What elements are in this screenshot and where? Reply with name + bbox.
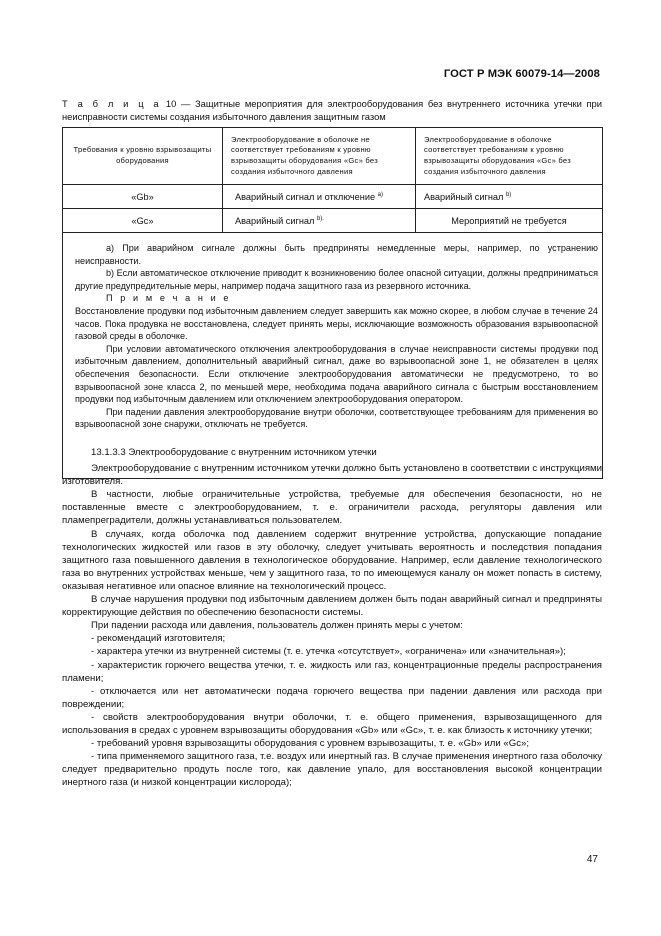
list-item: - рекомендаций изготовителя; (91, 633, 226, 645)
footnote-a: а) При аварийном сигнале должны быть предприняты немедленные меры, например, по устранению неисправности. (75, 243, 598, 266)
table-caption-text: 10 — Защитные мероприятия для электрооборудования без внутреннего источника утечки при неисправности системы создания избыточного давления защитным газом (62, 98, 603, 122)
table-header-row (63, 128, 603, 185)
list-item: - свойств электрооборудования внутри оболочки, т. е. общего применения, взрывозащищенного для использования в средах с уровнем взрывозащиты оборудования «Gb» или «Gc», т. е. как близость к источнику утечки; (62, 711, 602, 736)
note-label: П р и м е ч а н и е (106, 293, 232, 304)
footnote-ref: а) (377, 191, 384, 198)
table-header-cell: Электрооборудование в оболочке соответствует требованиям к уровню взрывозащиты оборудования «Gc» без создания избыточного давления (416, 128, 603, 185)
standard-header: ГОСТ Р МЭК 60079-14—2008 (443, 68, 600, 80)
paragraph: В частности, любые ограничительные устройства, требуемые для обеспечения безопасности, но не поставленные вместе с электрооборудованием, т. е. ограничители расхода, регуляторы давления или пламепреградители, должны устанавливаться пользователем. (62, 489, 602, 527)
table-row (63, 209, 603, 233)
page-number: 47 (586, 854, 598, 865)
cell-text: Аварийный сигнал (235, 215, 315, 226)
table-cell (416, 209, 603, 233)
table-cell (416, 185, 603, 209)
list-item: - характера утечки из внутренней системы (т. е. утечка «отсутствует», «ограничена» или «значительная»); (91, 646, 566, 658)
cell-text: Мероприятий не требуется (451, 215, 567, 226)
protection-measures-table (62, 127, 603, 479)
list-item: - требований уровня взрывозащиты оборудования с уровнем взрывозащиты, т. е. «Gb» или «Gc»; (91, 738, 529, 750)
note-paragraph: При условии автоматического отключения электрооборудования в случае неисправности системы продувки под избыточным давлением, дополнительный аварийный сигнал, даже во взрывоопасной зоне 1, не обязателен в целях обеспечения безопасности. Если отключение электрооборудования автоматически не предусмотрено, то во взрывоопасной зоне класса 2, по меньшей мере, необходима подача аварийного сигнала с быстрым восстановлением продувки под избыточным давлением или отключением электрооборудования оператором. (75, 343, 598, 405)
cell-text: Аварийный сигнал и отключение (235, 191, 376, 202)
cell-text: Аварийный сигнал (424, 191, 504, 202)
table-header-cell: Электрооборудование в оболочке не соответствует требованиям к уровню взрывозащиты оборудования «Gc» без создания избыточного давления (223, 128, 416, 185)
note-paragraph: При падении давления электрооборудование внутри оболочки, соответствующее требованиям для применения во взрывоопасной зоне снаружи, отключать не требуется. (75, 406, 598, 430)
footnote-ref: b) (505, 191, 512, 198)
body-text (62, 446, 602, 789)
table-caption (62, 97, 602, 123)
list-item: - типа применяемого защитного газа, т.е. воздух или инертный газ. В случае применения инертного газа оболочку следует предварительно продуть после того, как давление упало, для восстановления высокой концентрации инертного газа (и низкой концентрации кислорода); (62, 751, 602, 789)
paragraph: В случае нарушения продувки под избыточным давлением должен быть подан аварийный сигнал и предприняты корректирующие действия по обеспечению безопасности системы. (62, 594, 602, 619)
paragraph: Электрооборудование с внутренним источником утечки должно быть установлено в соответствии с инструкциями изготовителя. (62, 463, 602, 488)
table-cell-level: «Gb» (63, 185, 223, 209)
footnote-b: b) Если автоматическое отключение приводит к возникновению более опасной ситуации, должны предприниматься другие предупредительные меры, например подача защитного газа из резервного источника. (75, 268, 598, 291)
table-cell (223, 209, 416, 233)
table-caption-label: Т а б л и ц а (62, 98, 162, 109)
table-header-cell: Требования к уровню взрывозащиты оборудования (63, 128, 223, 185)
table-cell-level: «Gc» (63, 209, 223, 233)
section-heading: 13.1.3.3 Электрооборудование с внутренним источником утечки (91, 447, 377, 458)
paragraph: В случаях, когда оболочка под давлением содержит внутренние устройства, допускающие попадание технологических жидкостей или газов в эту оболочку, следует учитывать вероятность и последствия попадания защитного газа повышенного давления в технологическое оборудование. Например, если давление технологического газа во внутренних устройствах меньше, чем у защитного газа, то по имеющемуся каналу он может попасть в систему, оказывая негативное или опасное влияние на технологический процесс. (62, 528, 602, 592)
list-item: - отключается или нет автоматически подача горючего вещества при падении давления или расхода при повреждении; (62, 685, 602, 710)
table-cell (223, 185, 416, 209)
table-row (63, 185, 603, 209)
table-notes (63, 233, 603, 479)
note-paragraph: Восстановление продувки под избыточным давлением следует завершить как можно скорее, в любом случае в течение 24 часов. Пока продувка не восстановлена, следует принять меры, исключающие возможность образования взрывоопасной газовой среды в оболочке. (75, 305, 598, 342)
table-notes-row (63, 233, 603, 479)
footnote-ref: b). (316, 215, 324, 222)
list-item: - характеристик горючего вещества утечки, т. е. жидкость или газ, концентрационные пределы распространения пламени; (62, 659, 602, 684)
paragraph: При падении расхода или давления, пользователь должен принять меры с учетом: (91, 620, 463, 632)
